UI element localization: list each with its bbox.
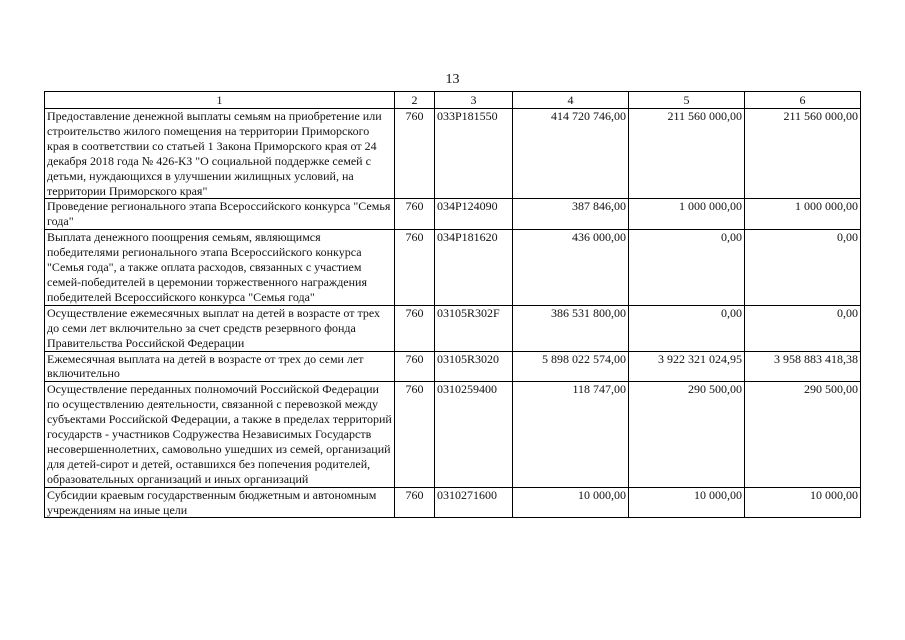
row-amount-col-4: 387 846,00 (513, 199, 629, 230)
table-row (45, 351, 861, 382)
table-row (45, 382, 861, 487)
budget-table (44, 91, 861, 518)
table-row (45, 487, 861, 518)
row-amount-col-6: 3 958 883 418,38 (745, 351, 861, 382)
table-row (45, 199, 861, 230)
row-grbs-code: 760 (395, 305, 435, 351)
row-amount-col-6: 290 500,00 (745, 382, 861, 487)
header-col-3: 3 (435, 92, 513, 109)
row-grbs-code: 760 (395, 351, 435, 382)
row-name: Проведение регионального этапа Всероссийского конкурса "Семья года" (45, 199, 395, 230)
row-target-code: 0310271600 (435, 487, 513, 518)
row-amount-col-4: 10 000,00 (513, 487, 629, 518)
row-amount-col-4: 436 000,00 (513, 230, 629, 306)
row-name: Осуществление ежемесячных выплат на детей в возрасте от трех до семи лет включительно за счет средств резервного фонда Правительства Российской Федерации (45, 305, 395, 351)
row-amount-col-4: 118 747,00 (513, 382, 629, 487)
row-name: Предоставление денежной выплаты семьям на приобретение или строительство жилого помещения на территории Приморского края в соответствии со статьей 1 Закона Приморского края от 24 декабря 2018 года № 426-КЗ "О социальной поддержке семей с детьми, нуждающихся в улучшении жилищных условий, на территории Приморского края" (45, 109, 395, 199)
row-target-code: 0310259400 (435, 382, 513, 487)
row-grbs-code: 760 (395, 109, 435, 199)
table-row (45, 230, 861, 306)
row-amount-col-5: 3 922 321 024,95 (629, 351, 745, 382)
table-row (45, 305, 861, 351)
row-amount-col-5: 0,00 (629, 230, 745, 306)
row-target-code: 034P124090 (435, 199, 513, 230)
table-header-row (45, 92, 861, 109)
row-grbs-code: 760 (395, 199, 435, 230)
row-amount-col-5: 10 000,00 (629, 487, 745, 518)
row-amount-col-6: 211 560 000,00 (745, 109, 861, 199)
row-amount-col-6: 10 000,00 (745, 487, 861, 518)
row-amount-col-6: 0,00 (745, 230, 861, 306)
row-grbs-code: 760 (395, 230, 435, 306)
row-amount-col-5: 0,00 (629, 305, 745, 351)
row-target-code: 033P181550 (435, 109, 513, 199)
row-target-code: 03105R3020 (435, 351, 513, 382)
row-name: Ежемесячная выплата на детей в возрасте от трех до семи лет включительно (45, 351, 395, 382)
table-row (45, 109, 861, 199)
row-amount-col-5: 1 000 000,00 (629, 199, 745, 230)
row-amount-col-6: 0,00 (745, 305, 861, 351)
row-grbs-code: 760 (395, 382, 435, 487)
row-amount-col-5: 211 560 000,00 (629, 109, 745, 199)
row-name: Выплата денежного поощрения семьям, являющимся победителями регионального этапа Всероссийского конкурса "Семья года", а также оплата расходов, связанных с участием семей-победителей в церемонии торжественного награждения победителей Всероссийского конкурса "Семья года" (45, 230, 395, 306)
row-name: Субсидии краевым государственным бюджетным и автономным учреждениям на иные цели (45, 487, 395, 518)
header-col-4: 4 (513, 92, 629, 109)
row-name: Осуществление переданных полномочий Российской Федерации по осуществлению деятельности, связанной с перевозкой между субъектами Российской Федерации, а также в пределах территорий государств - участников Содружества Независимых Государств несовершеннолетних, самовольно ушедших из семей, организаций для детей-сирот и детей, оставшихся без попечения родителей, образовательных организаций и иных организаций (45, 382, 395, 487)
header-col-1: 1 (45, 92, 395, 109)
row-amount-col-5: 290 500,00 (629, 382, 745, 487)
row-amount-col-4: 5 898 022 574,00 (513, 351, 629, 382)
page-number: 13 (445, 72, 460, 87)
header-col-5: 5 (629, 92, 745, 109)
row-amount-col-4: 414 720 746,00 (513, 109, 629, 199)
row-target-code: 03105R302F (435, 305, 513, 351)
row-grbs-code: 760 (395, 487, 435, 518)
row-amount-col-6: 1 000 000,00 (745, 199, 861, 230)
row-amount-col-4: 386 531 800,00 (513, 305, 629, 351)
row-target-code: 034P181620 (435, 230, 513, 306)
header-col-2: 2 (395, 92, 435, 109)
header-col-6: 6 (745, 92, 861, 109)
